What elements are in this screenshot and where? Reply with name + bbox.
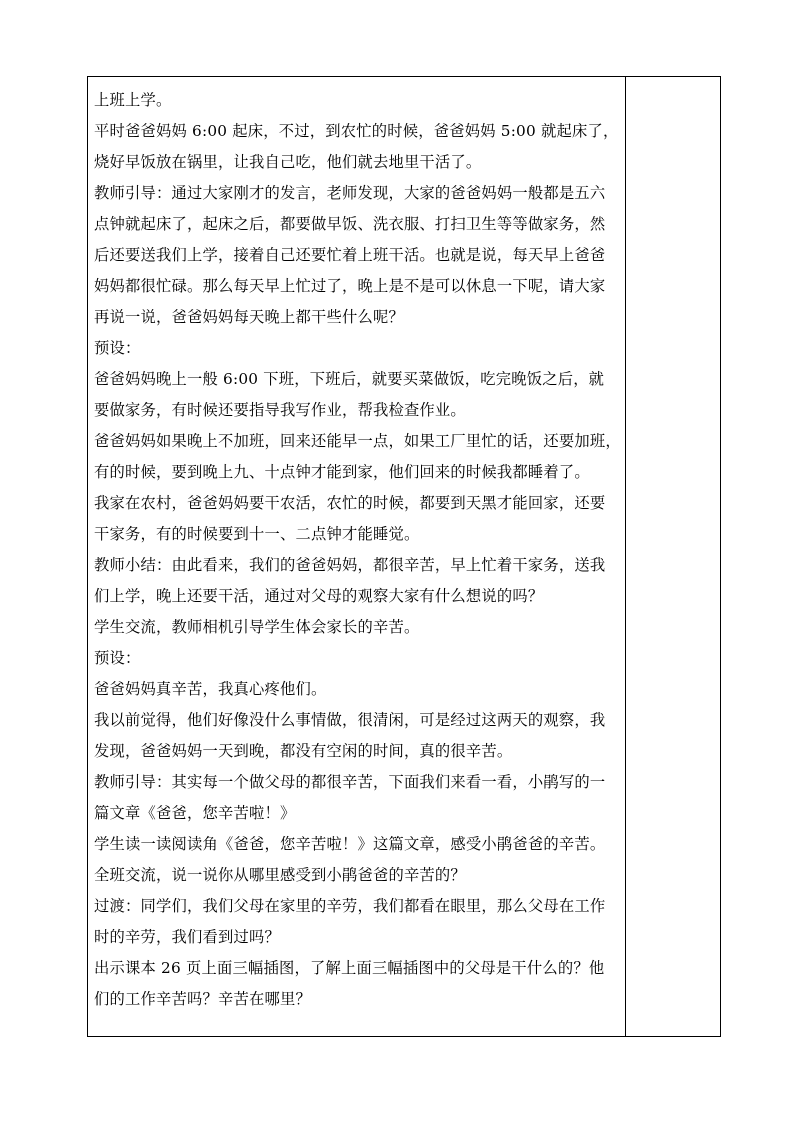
text-line: 爸爸妈妈如果晚上不加班，回来还能早一点，如果工厂里忙的话，还要加班， <box>94 432 621 450</box>
text-line: 全班交流，说一说你从哪里感受到小鹃爸爸的辛苦的？ <box>94 866 466 884</box>
lesson-content-cell <box>88 77 626 1037</box>
text-line: 过渡：同学们，我们父母在家里的辛劳，我们都看在眼里，那么父母在工作 <box>94 897 606 915</box>
text-line: 预设： <box>94 339 141 357</box>
text-line: 平时爸爸妈妈 6:00 起床，不过，到农忙的时候，爸爸妈妈 5:00 就起床了， <box>94 122 619 140</box>
text-line: 干家务，有的时候要到十一、二点钟才能睡觉。 <box>94 525 420 543</box>
table-row <box>88 77 721 1037</box>
text-line: 上班上学。 <box>94 91 172 109</box>
text-line: 要做家务，有时候还要指导我写作业，帮我检查作业。 <box>94 401 466 419</box>
text-line: 点钟就起床了，起床之后，都要做早饭、洗衣服、打扫卫生等等做家务，然 <box>94 215 606 233</box>
text-line: 爸爸妈妈真辛苦，我真心疼他们。 <box>94 680 327 698</box>
empty-notes-cell <box>626 77 721 1037</box>
text-line: 学生读一读阅读角《爸爸，您辛苦啦！》这篇文章，感受小鹃爸爸的辛苦。 <box>94 835 606 853</box>
text-line: 预设： <box>94 649 141 667</box>
text-line: 学生交流，教师相机引导学生体会家长的辛苦。 <box>94 618 420 636</box>
lesson-text <box>88 77 625 1015</box>
text-line: 们的工作辛苦吗？辛苦在哪里？ <box>94 990 311 1008</box>
text-line: 教师小结：由此看来，我们的爸爸妈妈，都很辛苦，早上忙着干家务，送我 <box>94 556 606 574</box>
text-line: 篇文章《爸爸，您辛苦啦！》 <box>94 804 296 822</box>
text-line: 出示课本 26 页上面三幅插图，了解上面三幅插图中的父母是干什么的？他 <box>94 959 605 977</box>
text-line: 烧好早饭放在锅里，让我自己吃，他们就去地里干活了。 <box>94 153 482 171</box>
text-line: 们上学，晚上还要干活，通过对父母的观察大家有什么想说的吗？ <box>94 587 544 605</box>
text-line: 教师引导：通过大家刚才的发言，老师发现，大家的爸爸妈妈一般都是五六 <box>94 184 606 202</box>
lesson-plan-table <box>87 76 721 1037</box>
text-line: 发现，爸爸妈妈一天到晚，都没有空闲的时间，真的很辛苦。 <box>94 742 513 760</box>
text-line: 我家在农村，爸爸妈妈要干农活，农忙的时候，都要到天黑才能回家，还要 <box>94 494 606 512</box>
text-line: 再说一说，爸爸妈妈每天晚上都干些什么呢？ <box>94 308 404 326</box>
text-line: 爸爸妈妈晚上一般 6:00 下班，下班后，就要买菜做饭，吃完晚饭之后，就 <box>94 370 605 388</box>
text-line: 时的辛劳，我们看到过吗？ <box>94 928 280 946</box>
text-line: 妈妈都很忙碌。那么每天早上忙过了，晚上是不是可以休息一下呢，请大家 <box>94 277 606 295</box>
text-line: 教师引导：其实每一个做父母的都很辛苦，下面我们来看一看，小鹃写的一 <box>94 773 606 791</box>
text-line: 有的时候，要到晚上九、十点钟才能到家，他们回来的时候我都睡着了。 <box>94 463 590 481</box>
text-line: 我以前觉得，他们好像没什么事情做，很清闲，可是经过这两天的观察，我 <box>94 711 606 729</box>
text-line: 后还要送我们上学，接着自己还要忙着上班干活。也就是说，每天早上爸爸 <box>94 246 606 264</box>
